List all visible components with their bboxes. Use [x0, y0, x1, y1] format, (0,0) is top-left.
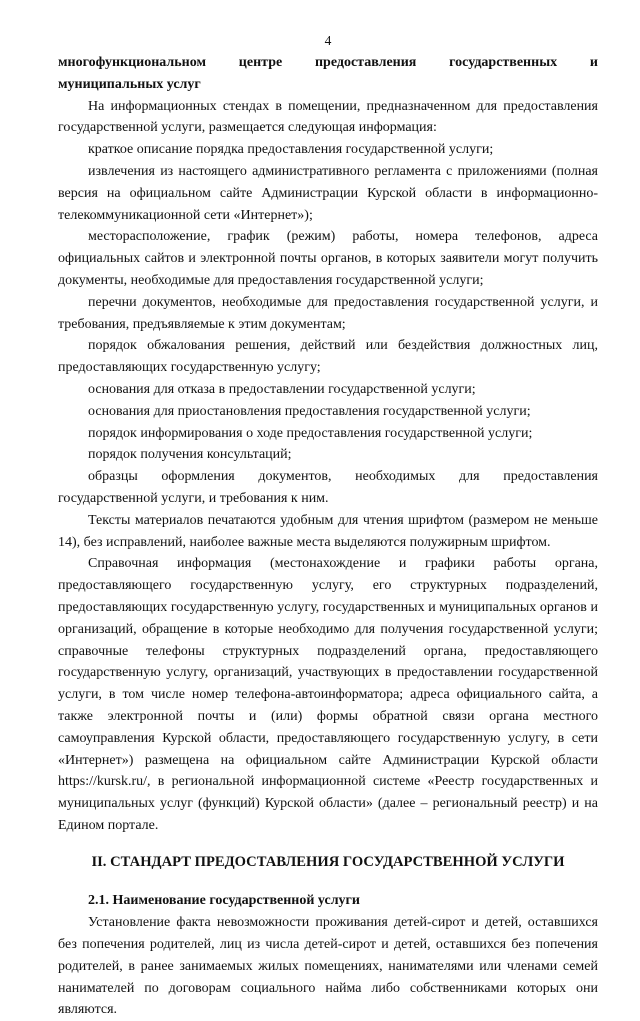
paragraph-service-name: Установление факта невозможности проживания детей-сирот и детей, оставшихся без попечения родителей, лиц из числа детей-сирот и детей, оставшихся без попечения родителей, в ранее занимаемых жилых помещениях, нанимателями или членами семей нанимателей по договорам социального найма либо собственниками которых они являются.: [58, 915, 598, 1018]
list-item: месторасположение, график (режим) работы, номера телефонов, адреса официальных сайтов и электронной почты органов, в которых заявители могут получить документы, необходимые для предоставления государственной услуги;: [58, 229, 598, 288]
list-item: основания для приостановления предоставления государственной услуги;: [88, 403, 531, 419]
list-item: основания для отказа в предоставлении государственной услуги;: [88, 381, 476, 397]
list-item: краткое описание порядка предоставления государственной услуги;: [88, 142, 494, 158]
list-item: порядок информирования о ходе предоставления государственной услуги;: [88, 425, 533, 441]
paragraph-fonts: Тексты материалов печатаются удобным для чтения шрифтом (размером не меньше 14), без исправлений, наиболее важные места выделяются полужирным шрифтом.: [58, 512, 598, 550]
list-item: перечни документов, необходимые для предоставления государственной услуги, и требования, предъявляемые к этим документам;: [58, 294, 598, 332]
list-item: порядок обжалования решения, действий или бездействия должностных лиц, предоставляющих государственную услугу;: [58, 338, 598, 376]
list-item: извлечения из настоящего административного регламента с приложениями (полная версия на официальном сайте Администрации Курской области в информационно-телекоммуникационной сети «Интернет»);: [58, 163, 598, 223]
subsection-title: 2.1. Наименование государственной услуги: [88, 893, 360, 909]
list-item: порядок получения консультаций;: [88, 447, 292, 463]
paragraph-reference-info: Справочная информация (местонахождение и графики работы органа, предоставляющего государственную услугу, его структурных подразделений, предоставляющих государственную услугу, государственных и муниципальных органов и организаций, обращение в которые необходимо для получения государственной услуги; справочные телефоны структурных подразделений органа, предоставляющего государственную услугу, организаций, участвующих в предоставлении государственной услуги, в том числе номер телефона-автоинформатора; адреса официального сайта, а также электронной почты и (или) формы обратной связи органа местного самоуправления Курской области, предоставляющего государственную услугу, в сети «Интернет») размещена на официальном сайте Администрации Курской области https://kursk.ru/, в региональной информационной системе «Реестр государственных и муниципальных услуг (функций) Курской области» (далее – региональный реестр) и на Едином портале.: [58, 556, 598, 833]
page-number: 4: [324, 33, 332, 48]
header-line-1: многофункциональном центре предоставления государственных и: [58, 55, 598, 70]
paragraph-info-stands: На информационных стендах в помещении, предназначенном для предоставления государственной услуги, размещается следующая информация:: [58, 98, 598, 136]
header-line-2: муниципальных услуг: [58, 76, 201, 92]
list-item: образцы оформления документов, необходимых для предоставления государственной услуги, и требования к ним.: [58, 469, 598, 506]
section-title: II. СТАНДАРТ ПРЕДОСТАВЛЕНИЯ ГОСУДАРСТВЕННОЙ УСЛУГИ: [91, 853, 565, 870]
